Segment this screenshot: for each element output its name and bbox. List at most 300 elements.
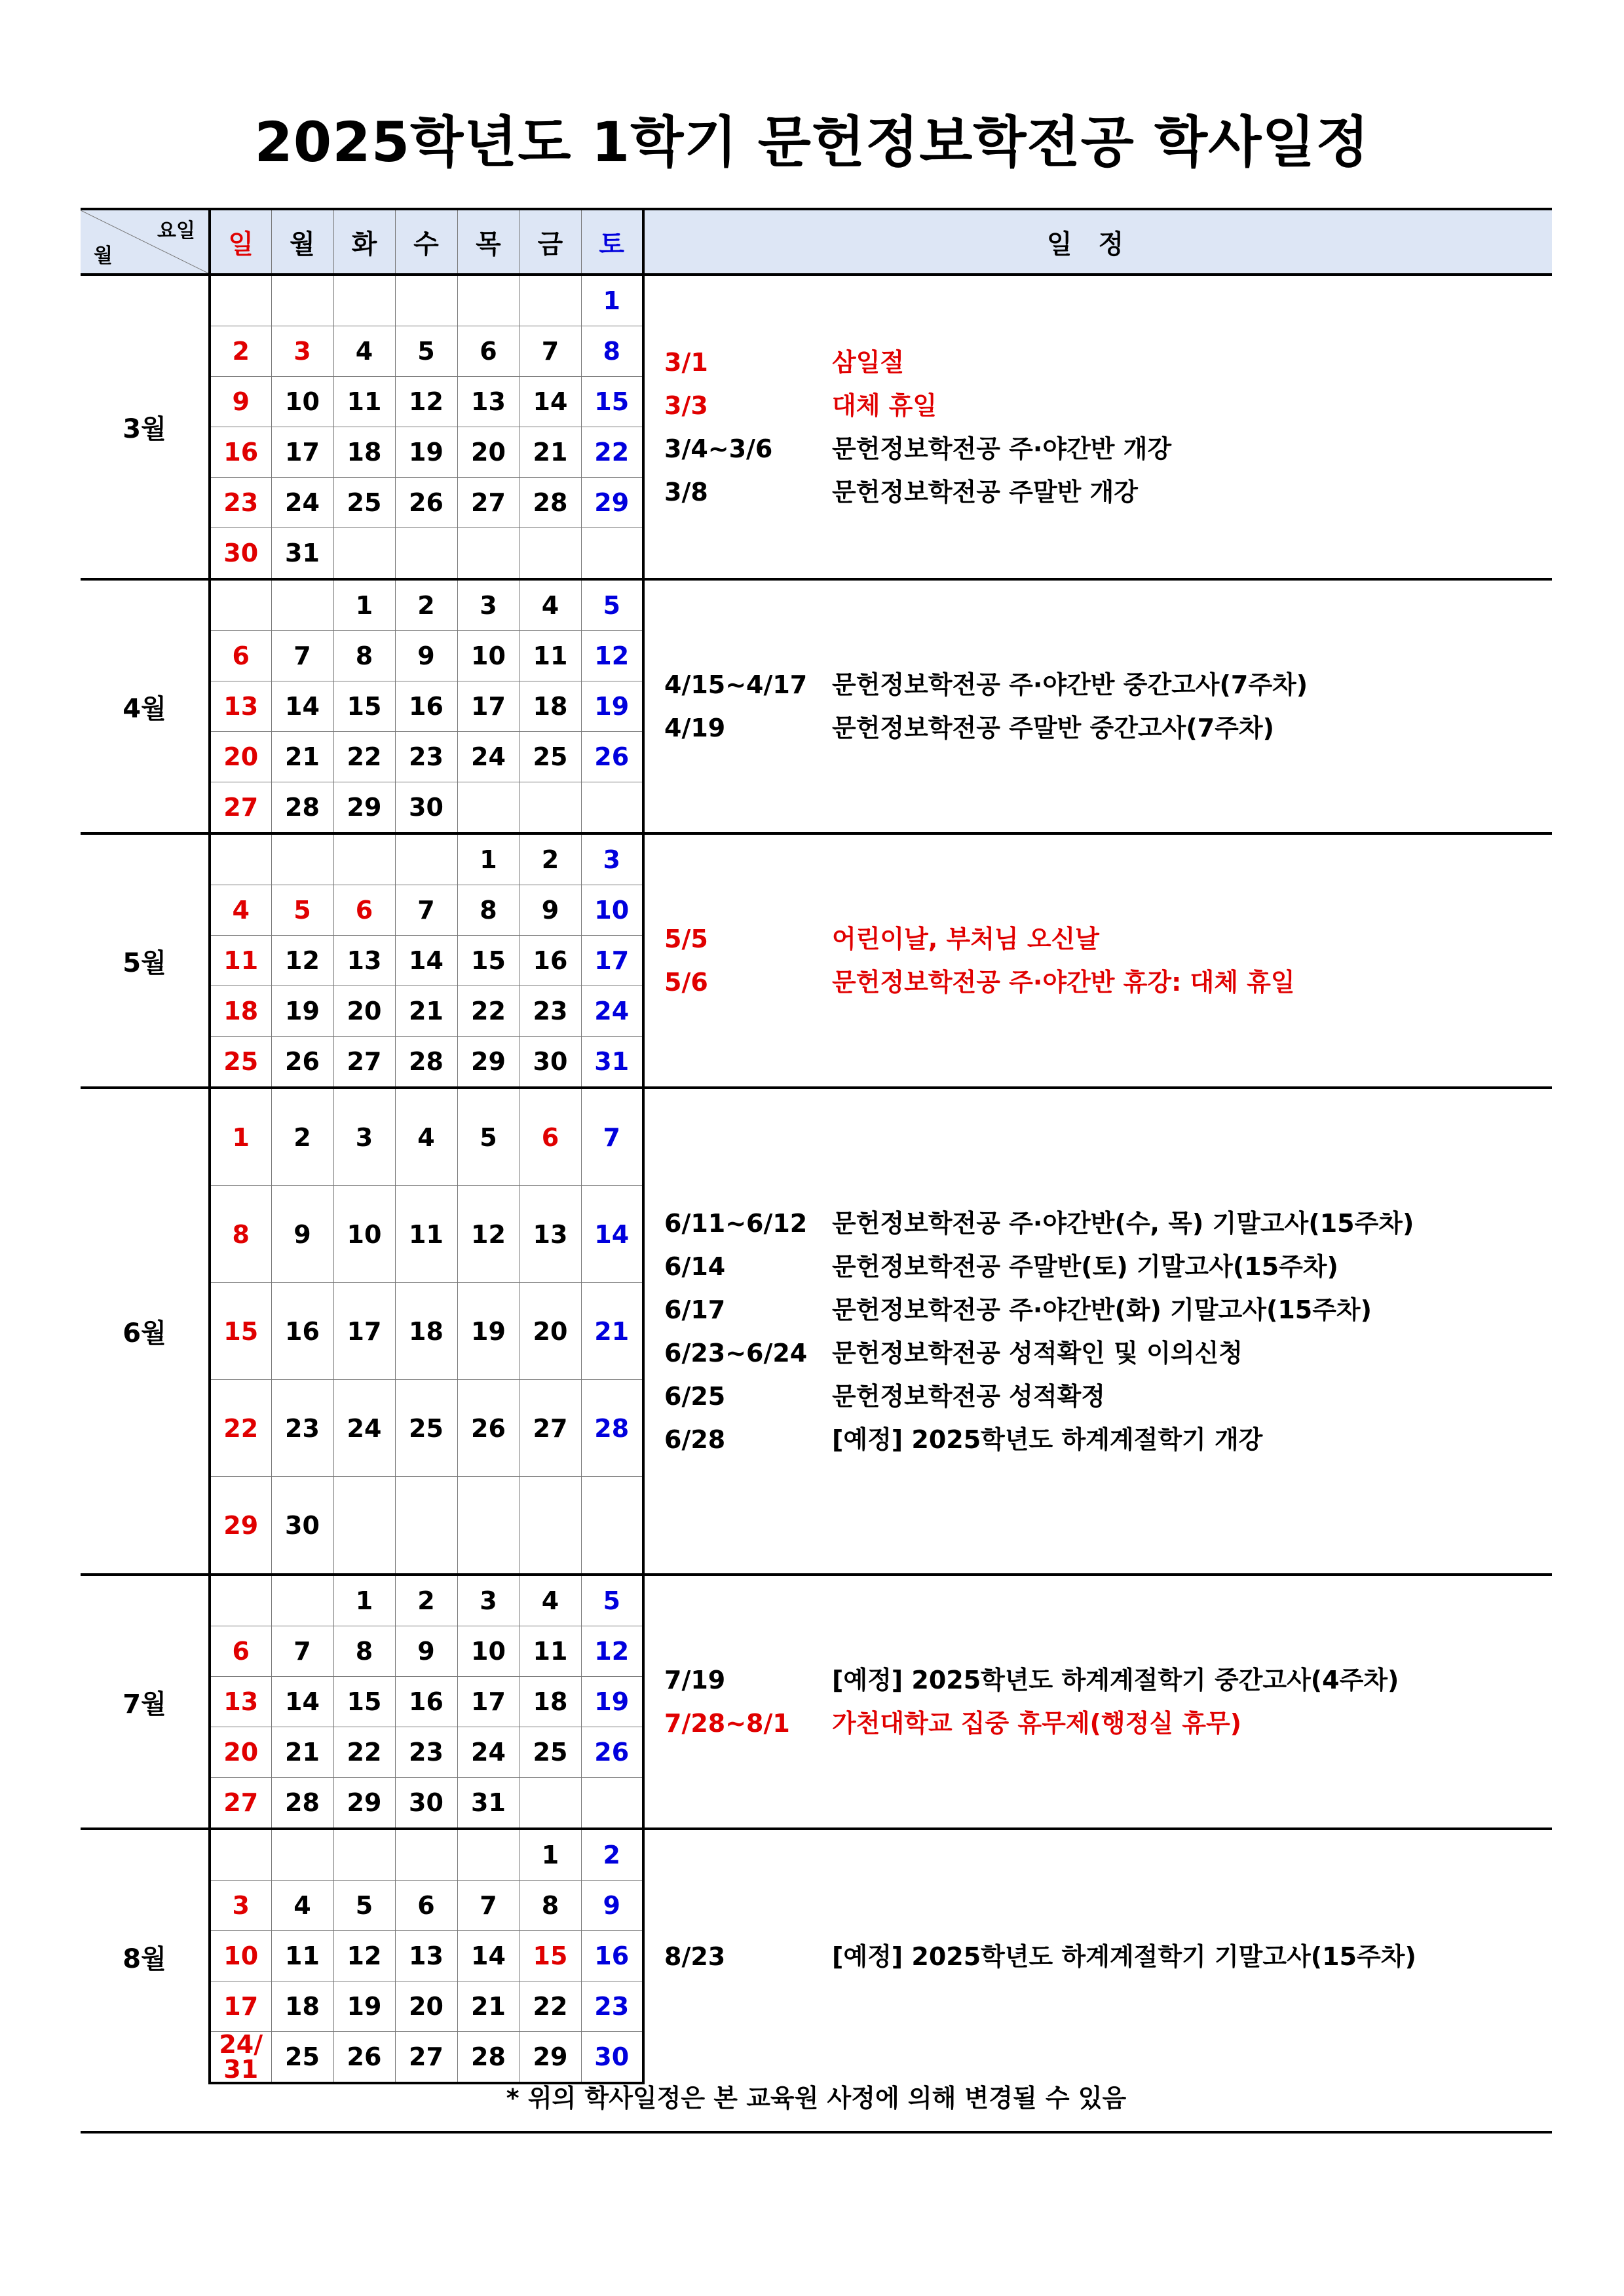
calendar-day-cell	[581, 528, 643, 580]
schedule-item	[664, 706, 1552, 750]
calendar-day-cell: 28	[581, 1380, 643, 1477]
calendar-day-cell: 11	[395, 1186, 457, 1283]
week-row	[81, 275, 1552, 326]
calendar-day-cell	[519, 782, 581, 834]
calendar-day-cell: 29	[210, 1477, 271, 1575]
header-day-tue: 화	[333, 209, 395, 275]
calendar-day-cell: 19	[457, 1283, 519, 1380]
header-corner-cell	[81, 209, 210, 275]
schedule-date: 7/19	[664, 1666, 726, 1694]
footnote: * 위의 학사일정은 본 교육원 사정에 의해 변경될 수 있음	[81, 2065, 1552, 2133]
calendar-day-cell: 22	[210, 1380, 271, 1477]
calendar-day-cell: 10	[333, 1186, 395, 1283]
calendar-day-cell: 17	[457, 1677, 519, 1727]
calendar-day-cell: 18	[271, 1981, 333, 2032]
week-row	[81, 1575, 1552, 1626]
calendar-day-cell: 4	[519, 579, 581, 631]
calendar-day-cell: 11	[271, 1931, 333, 1981]
calendar-day-cell: 25	[519, 1727, 581, 1778]
schedule-cell	[643, 1829, 1552, 2083]
calendar-day-cell	[457, 528, 519, 580]
calendar-day-cell: 23	[395, 732, 457, 782]
header-day-mon: 월	[271, 209, 333, 275]
schedule-date: 5/6	[664, 968, 708, 997]
calendar-day-cell: 22	[581, 427, 643, 478]
calendar-day-cell: 17	[333, 1283, 395, 1380]
schedule-date: 3/3	[664, 391, 708, 420]
calendar-day-cell: 4	[210, 885, 271, 936]
calendar-day-cell	[581, 1778, 643, 1829]
calendar-day-cell: 5	[333, 1881, 395, 1931]
calendar-day-cell: 1	[457, 833, 519, 885]
schedule-text: [예정] 2025학년도 하계계절학기 기말고사(15주차)	[832, 1942, 1416, 1971]
calendar-day-cell: 6	[210, 631, 271, 681]
calendar-day-cell: 26	[581, 732, 643, 782]
calendar-day-cell: 26	[271, 1037, 333, 1088]
calendar-day-cell: 7	[395, 885, 457, 936]
calendar-day-cell: 26	[457, 1380, 519, 1477]
calendar-day-cell	[519, 1477, 581, 1575]
calendar-day-cell: 1	[333, 579, 395, 631]
calendar-day-cell: 25	[210, 1037, 271, 1088]
calendar-day-cell: 10	[457, 631, 519, 681]
day-part: 31	[223, 2055, 259, 2084]
calendar-day-cell	[210, 1829, 271, 1881]
calendar-day-cell: 3	[457, 1575, 519, 1626]
calendar-day-cell	[457, 1477, 519, 1575]
calendar-day-cell: 1	[581, 275, 643, 326]
calendar-day-cell: 2	[271, 1088, 333, 1186]
schedule-cell	[643, 1575, 1552, 1829]
schedule-item	[664, 961, 1552, 1004]
calendar-day-cell: 17	[271, 427, 333, 478]
calendar-day-cell: 28	[457, 2032, 519, 2084]
calendar-day-cell: 16	[271, 1283, 333, 1380]
calendar-day-cell: 5	[395, 326, 457, 377]
calendar-day-cell: 3	[457, 579, 519, 631]
calendar-day-cell: 5	[581, 1575, 643, 1626]
calendar-day-cell: 2	[210, 326, 271, 377]
calendar-day-cell: 13	[210, 1677, 271, 1727]
calendar-day-cell: 16	[519, 936, 581, 986]
calendar-day-cell: 11	[333, 377, 395, 427]
calendar-day-cell: 23	[210, 478, 271, 528]
calendar-day-cell: 30	[581, 2032, 643, 2084]
calendar-day-cell: 10	[210, 1931, 271, 1981]
schedule-text: 문헌정보학전공 주·야간반 중간고사(7주차)	[832, 670, 1308, 699]
calendar-day-cell: 15	[457, 936, 519, 986]
calendar-day-cell: 18	[333, 427, 395, 478]
schedule-item	[664, 470, 1552, 514]
calendar-day-cell: 24	[271, 478, 333, 528]
calendar-day-cell: 11	[519, 631, 581, 681]
schedule-text: 대체 휴일	[832, 391, 937, 420]
calendar-day-cell: 23	[581, 1981, 643, 2032]
calendar-day-cell: 12	[581, 1626, 643, 1677]
schedule-cell	[643, 833, 1552, 1088]
month-label: 3월	[81, 275, 210, 579]
schedule-text: 문헌정보학전공 주말반(토) 기말고사(15주차)	[832, 1252, 1338, 1281]
calendar-day-cell	[333, 275, 395, 326]
schedule-date: 4/15~4/17	[664, 670, 808, 699]
calendar-day-cell: 30	[271, 1477, 333, 1575]
calendar-day-cell: 30	[519, 1037, 581, 1088]
calendar-day-cell: 24	[333, 1380, 395, 1477]
schedule-item	[664, 1418, 1552, 1461]
calendar-day-cell	[519, 528, 581, 580]
calendar-day-cell	[271, 833, 333, 885]
calendar-day-cell	[519, 1778, 581, 1829]
calendar-day-cell: 16	[395, 1677, 457, 1727]
month-label: 4월	[81, 579, 210, 833]
calendar-day-cell: 15	[333, 681, 395, 732]
calendar-day-cell: 8	[519, 1881, 581, 1931]
schedule-date: 6/23~6/24	[664, 1338, 808, 1368]
calendar-day-cell: 17	[210, 1981, 271, 2032]
schedule-item	[664, 1288, 1552, 1331]
calendar-day-cell: 23	[271, 1380, 333, 1477]
calendar-day-cell	[210, 1575, 271, 1626]
calendar-day-cell: 16	[210, 427, 271, 478]
month-label: 5월	[81, 833, 210, 1088]
calendar-day-cell	[519, 275, 581, 326]
calendar-day-cell: 13	[519, 1186, 581, 1283]
calendar-day-cell: 9	[395, 631, 457, 681]
schedule-text: 문헌정보학전공 주·야간반 개강	[832, 434, 1172, 463]
calendar-day-cell: 28	[519, 478, 581, 528]
schedule-text: 문헌정보학전공 성적확인 및 이의신청	[832, 1338, 1243, 1368]
schedule-text: 문헌정보학전공 주·야간반 휴강: 대체 휴일	[832, 968, 1295, 997]
schedule-item	[664, 341, 1552, 384]
calendar-day-cell: 27	[519, 1380, 581, 1477]
calendar-day-cell: 25	[333, 478, 395, 528]
calendar-day-cell: 20	[333, 986, 395, 1037]
calendar-day-cell: 25	[271, 2032, 333, 2084]
calendar-day-cell: 19	[581, 681, 643, 732]
calendar-day-cell: 10	[581, 885, 643, 936]
calendar-day-cell: 31	[271, 528, 333, 580]
calendar-day-cell: 1	[333, 1575, 395, 1626]
calendar-day-cell: 9	[271, 1186, 333, 1283]
calendar-day-cell: 21	[457, 1981, 519, 2032]
calendar-day-cell: 21	[271, 1727, 333, 1778]
calendar-day-cell: 30	[210, 528, 271, 580]
schedule-date: 4/19	[664, 714, 726, 742]
schedule-item	[664, 1375, 1552, 1418]
calendar-day-cell: 18	[519, 1677, 581, 1727]
calendar-day-cell: 13	[333, 936, 395, 986]
calendar-day-cell	[395, 1829, 457, 1881]
calendar-day-cell: 27	[395, 2032, 457, 2084]
header-corner-month: 월	[94, 244, 113, 267]
calendar-day-cell: 11	[210, 936, 271, 986]
calendar-day-cell	[457, 1829, 519, 1881]
schedule-item	[664, 917, 1552, 961]
month-label: 7월	[81, 1575, 210, 1829]
calendar-day-cell: 7	[271, 631, 333, 681]
calendar-day-cell: 20	[210, 732, 271, 782]
calendar-day-cell: 13	[210, 681, 271, 732]
calendar-day-cell: 3	[271, 326, 333, 377]
calendar-day-cell	[457, 275, 519, 326]
calendar-day-cell: 4	[333, 326, 395, 377]
calendar-day-cell	[395, 275, 457, 326]
calendar-day-cell: 22	[333, 732, 395, 782]
schedule-item	[664, 1245, 1552, 1288]
calendar-day-cell: 12	[581, 631, 643, 681]
calendar-day-cell: 15	[210, 1283, 271, 1380]
schedule-item	[664, 1702, 1552, 1745]
schedule-text: 어린이날, 부처님 오신날	[832, 925, 1099, 953]
calendar-day-cell: 8	[210, 1186, 271, 1283]
calendar-day-cell: 21	[271, 732, 333, 782]
schedule-cell	[643, 275, 1552, 579]
day-part: 24/	[219, 2030, 263, 2059]
calendar-day-cell: 30	[395, 782, 457, 834]
calendar-day-cell: 23	[519, 986, 581, 1037]
calendar-day-cell: 25	[519, 732, 581, 782]
calendar-day-cell: 7	[581, 1088, 643, 1186]
schedule-text: 가천대학교 집중 휴무제(행정실 휴무)	[832, 1709, 1242, 1738]
calendar-day-cell: 21	[519, 427, 581, 478]
calendar-day-cell	[333, 528, 395, 580]
calendar-day-cell: 31	[581, 1037, 643, 1088]
calendar-day-cell: 2	[395, 1575, 457, 1626]
calendar-day-cell: 11	[519, 1626, 581, 1677]
schedule-date: 5/5	[664, 925, 708, 953]
calendar-day-cell: 12	[271, 936, 333, 986]
calendar-day-cell: 13	[395, 1931, 457, 1981]
calendar-day-cell	[210, 579, 271, 631]
calendar-day-cell: 13	[457, 377, 519, 427]
schedule-date: 6/17	[664, 1295, 726, 1324]
calendar-day-cell: 14	[271, 681, 333, 732]
calendar-day-cell: 3	[581, 833, 643, 885]
schedule-date: 6/14	[664, 1252, 726, 1281]
calendar-day-cell: 6	[333, 885, 395, 936]
calendar-day-cell: 15	[333, 1677, 395, 1727]
calendar-day-cell: 14	[457, 1931, 519, 1981]
calendar-day-cell: 8	[457, 885, 519, 936]
calendar-day-cell: 10	[457, 1626, 519, 1677]
calendar-day-cell: 16	[395, 681, 457, 732]
calendar-day-cell: 28	[271, 782, 333, 834]
calendar-day-cell: 12	[457, 1186, 519, 1283]
calendar-day-cell: 29	[581, 478, 643, 528]
calendar-day-cell: 24	[581, 986, 643, 1037]
calendar-day-cell: 12	[395, 377, 457, 427]
header-schedule: 일정	[643, 209, 1552, 275]
calendar-day-cell: 26	[581, 1727, 643, 1778]
calendar-day-cell: 8	[333, 1626, 395, 1677]
calendar-day-cell: 6	[519, 1088, 581, 1186]
calendar-day-cell	[457, 782, 519, 834]
header-corner-weekday: 요일	[157, 220, 195, 242]
week-row	[81, 833, 1552, 885]
calendar-day-cell: 2	[395, 579, 457, 631]
calendar-day-cell: 18	[395, 1283, 457, 1380]
calendar-day-cell: 22	[457, 986, 519, 1037]
schedule-text: 문헌정보학전공 주말반 중간고사(7주차)	[832, 714, 1274, 742]
schedule-text: 문헌정보학전공 주말반 개강	[832, 477, 1138, 507]
schedule-date: 6/11~6/12	[664, 1208, 808, 1238]
calendar-day-cell: 29	[457, 1037, 519, 1088]
calendar-day-cell: 27	[333, 1037, 395, 1088]
calendar-day-cell: 16	[581, 1931, 643, 1981]
calendar-day-cell: 24	[457, 732, 519, 782]
calendar-day-cell: 7	[457, 1881, 519, 1931]
calendar-day-cell: 14	[581, 1186, 643, 1283]
header-day-thu: 목	[457, 209, 519, 275]
schedule-item	[664, 663, 1552, 706]
calendar-day-cell: 4	[271, 1881, 333, 1931]
schedule-text: 문헌정보학전공 주·야간반(수, 목) 기말고사(15주차)	[832, 1208, 1414, 1238]
calendar-day-cell: 27	[210, 782, 271, 834]
schedule-date: 3/1	[664, 347, 708, 377]
calendar-day-cell: 17	[581, 936, 643, 986]
header-day-sat: 토	[581, 209, 643, 275]
calendar-day-cell: 29	[333, 1778, 395, 1829]
calendar-day-cell	[271, 1575, 333, 1626]
calendar-day-cell	[395, 528, 457, 580]
schedule-cell	[643, 1088, 1552, 1575]
calendar-day-cell: 20	[210, 1727, 271, 1778]
calendar-day-cell: 14	[271, 1677, 333, 1727]
calendar-day-cell: 9	[395, 1626, 457, 1677]
calendar-day-cell: 25	[395, 1380, 457, 1477]
month-label: 6월	[81, 1088, 210, 1575]
calendar-day-cell: 20	[395, 1981, 457, 2032]
calendar-day-cell: 26	[395, 478, 457, 528]
calendar-day-cell: 23	[395, 1727, 457, 1778]
calendar-day-cell: 22	[519, 1981, 581, 2032]
calendar-day-cell	[581, 1477, 643, 1575]
calendar-day-cell: 22	[333, 1727, 395, 1778]
calendar-day-cell: 20	[457, 427, 519, 478]
calendar-day-cell	[395, 833, 457, 885]
schedule-text: [예정] 2025학년도 하계계절학기 중간고사(4주차)	[832, 1666, 1399, 1694]
schedule-item	[664, 1658, 1552, 1702]
calendar-day-cell: 15	[519, 1931, 581, 1981]
calendar-day-cell: 30	[395, 1778, 457, 1829]
schedule-date: 3/8	[664, 477, 708, 507]
schedule-date: 8/23	[664, 1942, 726, 1971]
calendar-day-cell: 21	[581, 1283, 643, 1380]
schedule-text: 문헌정보학전공 성적확정	[832, 1381, 1106, 1411]
calendar-day-cell: 19	[271, 986, 333, 1037]
calendar-day-cell: 4	[519, 1575, 581, 1626]
schedule-item	[664, 1331, 1552, 1375]
calendar-day-cell: 14	[395, 936, 457, 986]
schedule-item	[664, 427, 1552, 470]
calendar-day-cell: 1	[519, 1829, 581, 1881]
schedule-item	[664, 1935, 1552, 1978]
calendar-day-cell: 8	[333, 631, 395, 681]
calendar-day-cell	[271, 275, 333, 326]
calendar-day-cell: 14	[519, 377, 581, 427]
header-day-wed: 수	[395, 209, 457, 275]
schedule-text: 문헌정보학전공 주·야간반(화) 기말고사(15주차)	[832, 1295, 1372, 1324]
calendar-day-cell: 31	[457, 1778, 519, 1829]
calendar-day-cell: 5	[271, 885, 333, 936]
calendar-day-cell: 9	[210, 377, 271, 427]
schedule-date: 7/28~8/1	[664, 1709, 790, 1738]
schedule-item	[664, 384, 1552, 427]
calendar-day-cell: 29	[519, 2032, 581, 2084]
calendar-day-cell: 18	[519, 681, 581, 732]
header-row	[81, 209, 1552, 275]
calendar-day-cell: 29	[333, 782, 395, 834]
month-label: 8월	[81, 1829, 210, 2083]
schedule-date: 6/25	[664, 1381, 726, 1411]
calendar-day-cell: 19	[395, 427, 457, 478]
calendar-day-cell: 28	[395, 1037, 457, 1088]
calendar-day-cell	[581, 782, 643, 834]
calendar-day-cell	[210, 275, 271, 326]
schedule-date: 3/4~3/6	[664, 434, 773, 463]
calendar-day-cell: 10	[271, 377, 333, 427]
calendar-day-cell: 6	[210, 1626, 271, 1677]
calendar-day-cell	[333, 1477, 395, 1575]
calendar-day-cell: 4	[395, 1088, 457, 1186]
calendar-day-cell	[210, 833, 271, 885]
calendar-day-cell: 9	[519, 885, 581, 936]
calendar-day-cell: 27	[210, 1778, 271, 1829]
calendar-day-cell: 6	[395, 1881, 457, 1931]
calendar-day-cell: 26	[333, 2032, 395, 2084]
header-day-sun: 일	[210, 209, 271, 275]
calendar-day-cell: 20	[519, 1283, 581, 1380]
calendar-day-cell: 3	[333, 1088, 395, 1186]
schedule-text: 삼일절	[832, 347, 905, 377]
calendar-day-cell: 6	[457, 326, 519, 377]
calendar-day-cell: 21	[395, 986, 457, 1037]
calendar-day-cell: 24	[457, 1727, 519, 1778]
calendar-day-cell: 8	[581, 326, 643, 377]
calendar-day-cell: 7	[271, 1626, 333, 1677]
calendar-day-cell	[271, 579, 333, 631]
week-row	[81, 1088, 1552, 1186]
calendar-day-cell: 12	[333, 1931, 395, 1981]
schedule-text: [예정] 2025학년도 하계계절학기 개강	[832, 1425, 1263, 1454]
calendar-day-cell: 2	[581, 1829, 643, 1881]
page-title: 2025학년도 1학기 문헌정보학전공 학사일정	[254, 110, 1370, 174]
calendar-day-cell	[333, 1829, 395, 1881]
calendar-day-cell: 15	[581, 377, 643, 427]
calendar-day-cell: 7	[519, 326, 581, 377]
week-row	[81, 579, 1552, 631]
calendar-day-cell: 19	[581, 1677, 643, 1727]
schedule-cell	[643, 579, 1552, 833]
calendar-day-cell: 9	[581, 1881, 643, 1931]
calendar-day-cell: 18	[210, 986, 271, 1037]
header-day-fri: 금	[519, 209, 581, 275]
calendar-day-cell: 3	[210, 1881, 271, 1931]
calendar-day-cell	[333, 833, 395, 885]
calendar-day-cell: 19	[333, 1981, 395, 2032]
calendar-day-cell: 5	[457, 1088, 519, 1186]
calendar-day-cell: 1	[210, 1088, 271, 1186]
calendar-day-cell: 2	[519, 833, 581, 885]
calendar-day-cell	[271, 1829, 333, 1881]
schedule-item	[664, 1202, 1552, 1245]
calendar-day-cell: 28	[271, 1778, 333, 1829]
calendar-day-cell	[395, 1477, 457, 1575]
calendar-day-cell: 27	[457, 478, 519, 528]
week-row	[81, 1829, 1552, 1881]
academic-calendar-table	[81, 208, 1552, 2084]
calendar-day-cell: 17	[457, 681, 519, 732]
